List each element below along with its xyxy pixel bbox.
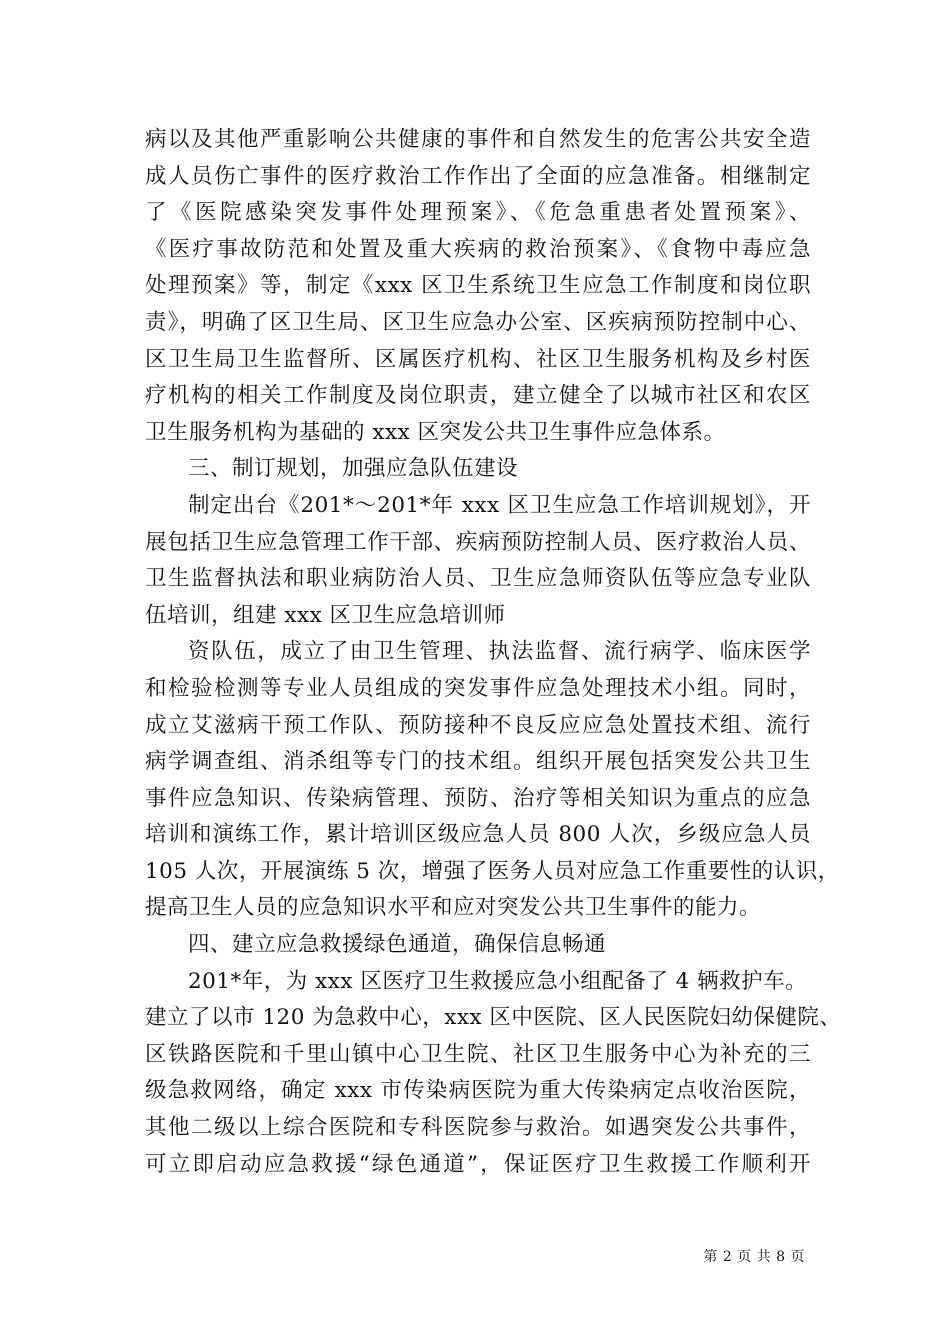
- text-line: 建立了以市 120 为急救中心，xxx 区中医院、区人民医院妇幼保健院、: [145, 1005, 842, 1031]
- text-line: 制定出台《201*～201*年 xxx 区卫生应急工作培训规划》，开: [188, 492, 811, 518]
- text-line: 责》，明确了区卫生局、区卫生应急办公室、区疾病预防控制中心、: [145, 309, 811, 335]
- text-line: 展包括卫生应急管理工作干部、疾病预防控制人员、医疗救治人员、: [145, 529, 811, 555]
- text-line: 卫生监督执法和职业病防治人员、卫生应急师资队伍等应急专业队: [145, 566, 811, 592]
- text-line: 了《医院感染突发事件处理预案》、《危急重患者处置预案》、: [145, 200, 811, 226]
- text-line: 提高卫生人员的应急知识水平和应对突发公共卫生事件的能力。: [145, 895, 762, 921]
- text-line: 区铁路医院和千里山镇中心卫生院、社区卫生服务中心为补充的三: [145, 1041, 811, 1067]
- text-line: 其他二级以上综合医院和专科医院参与救治。如遇突发公共事件，: [145, 1115, 811, 1141]
- text-line: 资队伍，成立了由卫生管理、执法监督、流行病学、临床医学: [188, 639, 811, 665]
- text-line: 处理预案》等，制定《xxx 区卫生系统卫生应急工作制度和岗位职: [145, 273, 811, 299]
- text-line: 201*年，为 xxx 区医疗卫生救援应急小组配备了 4 辆救护车。: [188, 968, 808, 994]
- document-body: [145, 122, 842, 1183]
- text-line: 事件应急知识、传染病管理、预防、治疗等相关知识为重点的应急: [145, 785, 811, 811]
- text-line: 105 人次，开展演练 5 次，增强了医务人员对应急工作重要性的认识，: [145, 858, 840, 884]
- text-line: 可立即启动应急救援“绿色通道”，保证医疗卫生救援工作顺利开: [145, 1151, 811, 1177]
- text-line: 病学调查组、消杀组等专门的技术组。组织开展包括突发公共卫生: [145, 749, 811, 775]
- text-line: 成人员伤亡事件的医疗救治工作作出了全面的应急准备。相继制定: [145, 163, 811, 189]
- text-line: 成立艾滋病干预工作队、预防接种不良反应应急处置技术组、流行: [145, 712, 811, 738]
- section-heading: 四、建立应急救援绿色通道，确保信息畅通: [188, 932, 607, 958]
- page-number: 第 2 页 共 8 页: [703, 1249, 805, 1265]
- text-line: 和检验检测等专业人员组成的突发事件应急处理技术小组。同时，: [145, 675, 811, 701]
- text-line: 病以及其他严重影响公共健康的事件和自然发生的危害公共安全造: [145, 127, 811, 152]
- text-line: 级急救网络，确定 xxx 市传染病医院为重大传染病定点收治医院，: [145, 1078, 811, 1104]
- text-line: 《医疗事故防范和处置及重大疾病的救治预案》、《食物中毒应急: [145, 236, 811, 262]
- section-heading: 三、制订规划，加强应急队伍建设: [188, 456, 519, 482]
- text-line: 疗机构的相关工作制度及岗位职责，建立健全了以城市社区和农区: [145, 383, 811, 409]
- text-line: 培训和演练工作，累计培训区级应急人员 800 人次，乡级应急人员: [145, 822, 811, 848]
- text-line: 卫生服务机构为基础的 xxx 区突发公共卫生事件应急体系。: [145, 419, 726, 445]
- text-line: 伍培训，组建 xxx 区卫生应急培训师: [145, 602, 506, 628]
- text-line: 区卫生局卫生监督所、区属医疗机构、社区卫生服务机构及乡村医: [145, 346, 811, 372]
